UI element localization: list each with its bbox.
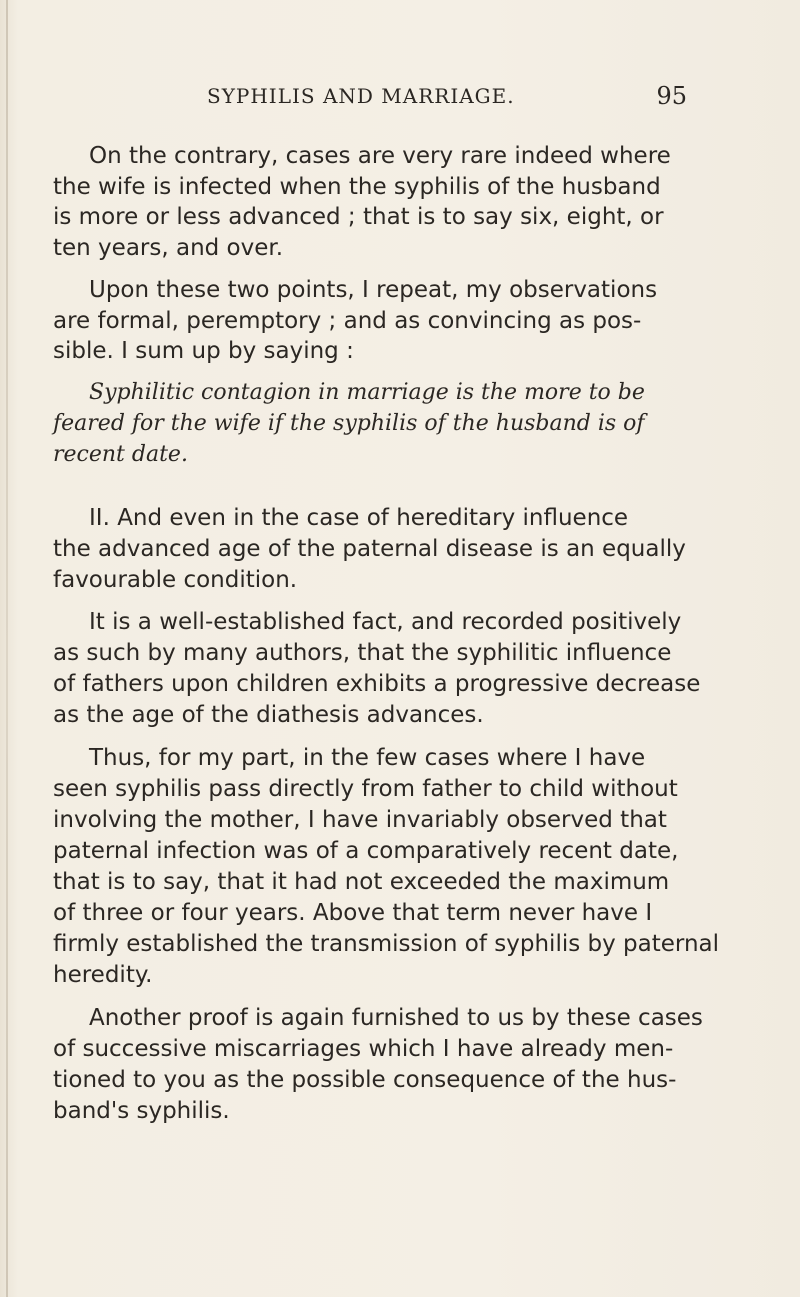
text-line-2: the wife is infected when the syphilis of the husband — [53, 174, 661, 200]
text-line-18: paternal infection was of a comparatively recent date, — [53, 838, 679, 864]
text-line-19: that is to say, that it had not exceeded the maximum — [53, 869, 670, 895]
text-line-10: favourable condition. — [53, 567, 298, 593]
text-line-5: Upon these two points, I repeat, my observations — [89, 277, 658, 303]
text-line-23: Another proof is again furnished to us by these cases — [89, 1005, 703, 1031]
text-line-1: On the contrary, cases are very rare indeed where — [89, 143, 671, 169]
text-line-22: heredity. — [53, 962, 153, 988]
text-line-15: Thus, for my part, in the few cases where I have — [89, 745, 646, 771]
text-line-11: It is a well-established fact, and recorded positively — [89, 609, 682, 635]
page-number: 95 — [656, 82, 687, 110]
text-line-26: band's syphilis. — [53, 1098, 230, 1124]
text-line-14: as the age of the diathesis advances. — [53, 702, 484, 728]
text-line-8: II. And even in the case of hereditary influence — [89, 505, 629, 531]
page-gutter-edge — [6, 0, 8, 1297]
text-line-7: sible. I sum up by saying : — [53, 338, 354, 364]
italic-line-3: recent date. — [53, 442, 188, 467]
text-line-3: is more or less advanced ; that is to say six, eight, or — [53, 204, 664, 230]
text-line-9: the advanced age of the paternal disease is an equally — [53, 536, 686, 562]
italic-line-1: Syphilitic contagion in marriage is the more to be — [89, 380, 645, 405]
text-line-21: firmly established the transmission of syphilis by paternal — [53, 931, 720, 957]
text-line-13: of fathers upon children exhibits a progressive decrease — [53, 671, 701, 697]
running-title: SYPHILIS AND MARRIAGE. — [207, 84, 515, 108]
text-line-4: ten years, and over. — [53, 235, 284, 261]
text-line-12: as such by many authors, that the syphilitic influence — [53, 640, 672, 666]
text-line-6: are formal, peremptory ; and as convincing as pos- — [53, 308, 642, 334]
text-line-17: involving the mother, I have invariably observed that — [53, 807, 667, 833]
italic-line-2: feared for the wife if the syphilis of the husband is of — [53, 411, 645, 436]
text-line-20: of three or four years. Above that term never have I — [53, 900, 653, 926]
text-line-16: seen syphilis pass directly from father to child without — [53, 776, 678, 802]
page-header — [207, 84, 687, 118]
text-line-25: tioned to you as the possible consequence of the hus- — [53, 1067, 677, 1093]
text-line-24: of successive miscarriages which I have already men- — [53, 1036, 674, 1062]
